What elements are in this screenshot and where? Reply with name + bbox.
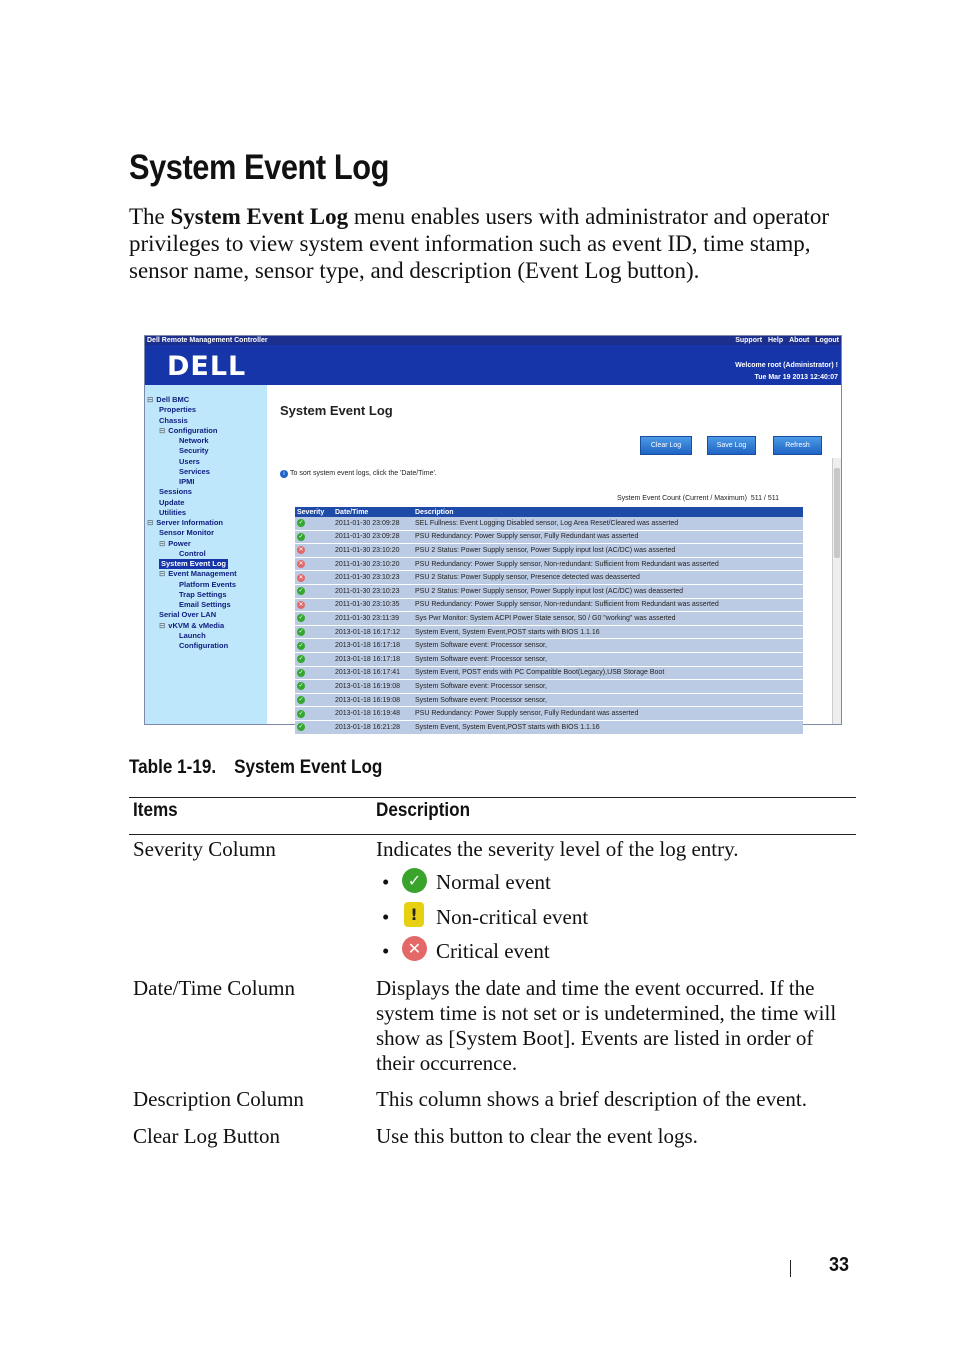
support-link[interactable]: Support [735,337,763,344]
description-cell: System Event, System Event,POST starts with BIOS 1.1.16 [413,625,803,639]
table-row[interactable] [295,544,803,558]
table-header-rule [129,834,856,835]
sidebar-item-network[interactable] [179,436,209,446]
sidebar-item-label: Update [159,497,185,507]
sidebar-item-vkvm-vmedia[interactable] [159,621,224,631]
severity-cell [295,544,333,558]
sidebar-item-label: Network [179,436,209,445]
info-icon: i [280,470,288,478]
sidebar-item-control[interactable] [179,549,206,559]
sidebar-item-event-management[interactable] [159,569,237,579]
severity-cell [295,666,333,680]
description-cell: System Software event: Processor sensor, [413,693,803,707]
sidebar-item-email-settings[interactable] [179,600,231,610]
sidebar-item-ipmi[interactable] [179,477,194,487]
app-title: Dell Remote Management Controller [147,337,268,344]
collapse-icon[interactable]: ⊟ [147,395,154,404]
normal-event-label: Normal event [436,870,551,894]
severity-cell [295,680,333,694]
sidebar-item-label: IPMI [179,477,195,486]
check-icon: ✓ [298,588,304,595]
bullet: • [382,939,390,963]
sidebar-item-utilities[interactable] [159,508,186,518]
exclamation-icon: ! [404,902,424,927]
description-header: Description [376,800,471,821]
scroll-thumb[interactable] [834,468,840,558]
datetime-cell: 2011-01-30 23:10:20 [333,557,413,571]
clear-log-desc: Use this button to clear the event logs. [376,1124,698,1148]
sidebar-item-server-information[interactable] [147,518,223,528]
table-top-rule [129,797,856,798]
check-icon: ✓ [298,710,304,717]
page-number: 33 [829,1254,850,1276]
sidebar-item-label: Dell BMC [156,395,190,404]
table-row[interactable] [295,720,803,734]
severity-column-desc: Indicates the severity level of the log entry. [376,837,739,861]
sidebar-item-security[interactable] [179,446,209,456]
check-icon: ✓ [298,629,304,636]
scrollbar[interactable] [832,458,841,724]
sidebar-item-update[interactable] [159,498,184,508]
check-icon: ✓ [298,697,304,704]
description-column-desc: This column shows a brief description of the event. [376,1087,807,1111]
check-icon: ✓ [298,520,304,527]
sidebar-item-label: Users [179,456,200,466]
severity-cell [295,598,333,612]
table-row[interactable] [295,584,803,598]
table-row[interactable] [295,530,803,544]
check-icon: ✓ [298,533,304,540]
description-cell: System Event, System Event,POST starts with BIOS 1.1.16 [413,720,803,734]
header-banner [145,345,841,385]
datetime-cell: 2011-01-30 23:09:28 [333,530,413,544]
collapse-icon[interactable]: ⊟ [159,425,166,435]
table-row[interactable] [295,639,803,653]
sidebar-item-label: Server Information [156,518,223,527]
description-cell: PSU 2 Status: Power Supply sensor, Presence detected was deasserted [413,571,803,585]
severity-cell [295,625,333,639]
check-icon: ✓ [402,868,427,893]
sidebar-item-dell-bmc[interactable] [147,395,189,405]
description-cell: PSU Redundancy: Power Supply sensor, Non-redundant: Sufficient from Redundant was asserted [413,557,803,571]
bullet: • [382,905,390,929]
sidebar-item-sensor-monitor[interactable] [159,528,214,538]
sidebar-item-label: Serial Over LAN [159,610,217,620]
datetime-cell: 2011-01-30 23:10:23 [333,571,413,585]
check-icon: ✓ [298,724,304,731]
severity-cell [295,652,333,666]
check-icon: ✓ [298,642,304,649]
description-cell: PSU Redundancy: Power Supply sensor, Fully Redundant was asserted [413,707,803,721]
x-icon: ✕ [298,574,304,581]
sort-hint: i To sort system event logs, click the 'Date/Time'. [280,470,437,478]
top-bar [145,336,841,345]
sidebar-item-label: Email Settings [179,600,231,609]
collapse-icon[interactable]: ⊟ [159,620,166,630]
critical-event-label: Critical event [436,939,550,963]
severity-cell [295,693,333,707]
main-panel [267,385,841,731]
datetime-cell: 2013-01-18 16:19:48 [333,707,413,721]
sidebar-item-system-event-log[interactable] [159,559,228,569]
datetime-cell: 2013-01-18 16:17:41 [333,666,413,680]
help-link[interactable]: Help [767,337,784,344]
event-count: System Event Count (Current / Maximum) 511 / 511 [617,495,779,502]
datetime-cell: 2011-01-30 23:10:23 [333,584,413,598]
datetime-cell: 2013-01-18 16:19:08 [333,680,413,694]
table-row[interactable] [295,571,803,585]
datetime-cell: 2011-01-30 23:11:39 [333,612,413,626]
table-row[interactable] [295,625,803,639]
sidebar-item-launch[interactable] [179,631,206,641]
table-row[interactable] [295,652,803,666]
welcome-text: Welcome root (Administrator) ! Tue Mar 19 2013 12:40:07 [735,360,838,384]
sidebar-item-label: System Event Log [161,559,227,568]
datetime-cell: 2013-01-18 16:17:18 [333,639,413,653]
severity-column-item: Severity Column [133,837,276,861]
clear-log-button[interactable]: Clear Log [640,436,692,455]
system-event-log-screenshot [144,335,842,731]
datetime-cell: 2011-01-30 23:10:35 [333,598,413,612]
about-link[interactable]: About [789,337,810,344]
sidebar-item-trap-settings[interactable] [179,590,227,600]
sidebar-item-configuration[interactable] [179,641,228,651]
logout-link[interactable]: Logout [815,337,839,344]
main-title: System Event Log [280,403,393,418]
dell-logo: DELL [167,351,247,382]
description-cell: System Software event: Processor sensor, [413,639,803,653]
datetime-cell: 2013-01-18 16:17:18 [333,652,413,666]
description-cell: PSU 2 Status: Power Supply sensor, Power Supply input lost (AC/DC) was deasserted [413,584,803,598]
sidebar-item-label: Properties [159,405,197,415]
x-icon: ✕ [298,561,304,568]
sidebar-nav [145,385,267,724]
table-caption: Table 1-19. System Event Log [129,757,383,778]
sidebar-item-label: Power [168,538,191,548]
check-icon: ✓ [298,669,304,676]
table-row[interactable] [295,680,803,694]
collapse-icon[interactable]: ⊟ [147,518,154,527]
description-cell: Sys Pwr Monitor: System ACPI Power State sensor, S0 / G0 "working" was asserted [413,612,803,626]
datetime-cell: 2013-01-18 16:21:28 [333,720,413,734]
x-icon: ✕ [402,936,427,961]
top-links [731,336,839,345]
sidebar-item-label: Trap Settings [179,589,227,599]
table-row[interactable] [295,517,803,530]
severity-cell [295,639,333,653]
sidebar-item-power[interactable] [159,539,191,549]
table-row[interactable] [295,693,803,707]
check-icon: ✓ [298,683,304,690]
sidebar-item-label: Sessions [159,487,192,497]
noncritical-event-label: Non-critical event [436,905,589,929]
sidebar-item-platform-events[interactable] [179,580,236,590]
sidebar-item-label: Sensor Monitor [159,528,215,538]
items-header: Items [133,800,178,821]
sidebar-item-users[interactable] [179,457,200,467]
sidebar-item-label: Event Management [168,569,237,579]
datetime-column-item: Date/Time Column [133,976,295,1000]
description-cell: PSU 2 Status: Power Supply sensor, Power Supply input lost (AC/DC) was asserted [413,544,803,558]
severity-cell [295,530,333,544]
sidebar-item-label: Platform Events [179,579,237,589]
table-row[interactable] [295,612,803,626]
sidebar-item-label: Services [179,466,210,476]
datetime-cell: 2013-01-18 16:17:12 [333,625,413,639]
description-column-item: Description Column [133,1087,304,1111]
severity-cell [295,720,333,734]
description-cell: System Software event: Processor sensor, [413,680,803,694]
sidebar-item-label: Control [179,548,206,558]
event-log-table [295,507,803,735]
check-icon: ✓ [298,615,304,622]
description-cell: PSU Redundancy: Power Supply sensor, Fully Redundant was asserted [413,530,803,544]
table-row[interactable] [295,598,803,612]
x-icon: ✕ [298,547,304,554]
datetime-cell: 2011-01-30 23:10:20 [333,544,413,558]
check-icon: ✓ [298,656,304,663]
page-title: System Event Log [129,148,389,187]
sidebar-item-label: Security [179,446,209,456]
description-cell: PSU Redundancy: Power Supply sensor, Non-redundant: Sufficient from Redundant was asserted [413,598,803,612]
datetime-column-desc: Displays the date and time the event occurred. If the system time is not set or is undetermined, the time will show as [System Boot]. Events are listed in order of their occurrence. [376,976,837,1075]
sidebar-item-services[interactable] [179,467,210,477]
current-datetime: Tue Mar 19 2013 12:40:07 [754,374,838,381]
table-row[interactable] [295,557,803,571]
description-cell: SEL Fullness: Event Logging Disabled sensor, Log Area Reset/Cleared was asserted [413,517,803,530]
sidebar-item-label: Configuration [168,425,218,435]
severity-cell [295,707,333,721]
collapse-icon[interactable]: ⊟ [159,569,166,579]
sidebar-item-serial-over-lan[interactable] [159,610,216,620]
sidebar-item-configuration[interactable] [159,426,217,436]
sidebar-item-sessions[interactable] [159,487,192,497]
x-icon: ✕ [298,601,304,608]
sidebar-item-label: Launch [179,630,206,640]
sidebar-item-label: Utilities [159,507,187,517]
collapse-icon[interactable]: ⊟ [159,538,166,548]
description-cell: System Event, POST ends with PC Compatible Boot(Legacy),USB Storage Boot [413,666,803,680]
datetime-cell: 2013-01-18 16:19:08 [333,693,413,707]
table-row[interactable] [295,707,803,721]
page-divider [790,1260,791,1277]
severity-header[interactable]: Severity [295,507,333,517]
datetime-header[interactable]: Date/Time [333,507,413,517]
sidebar-item-label: Chassis [159,415,188,425]
bullet: • [382,870,390,894]
severity-cell [295,571,333,585]
sidebar-item-chassis[interactable] [159,416,188,426]
refresh-button[interactable]: Refresh [773,436,822,455]
description-cell: System Software event: Processor sensor, [413,652,803,666]
table-row[interactable] [295,666,803,680]
severity-cell [295,584,333,598]
clear-log-item: Clear Log Button [133,1124,280,1148]
datetime-cell: 2011-01-30 23:09:28 [333,517,413,530]
save-log-button[interactable]: Save Log [707,436,756,455]
description-header[interactable]: Description [413,507,803,517]
sidebar-item-label: vKVM & vMedia [168,620,225,630]
severity-cell [295,612,333,626]
severity-cell [295,517,333,530]
sidebar-item-properties[interactable] [159,405,196,415]
severity-cell [295,557,333,571]
intro-paragraph: The System Event Log menu enables users with administrator and operator privileges to view system event information such as event ID, time stamp, sensor name, sensor type, and description (Event Log button). [129,204,830,283]
sidebar-item-label: Configuration [179,641,229,650]
